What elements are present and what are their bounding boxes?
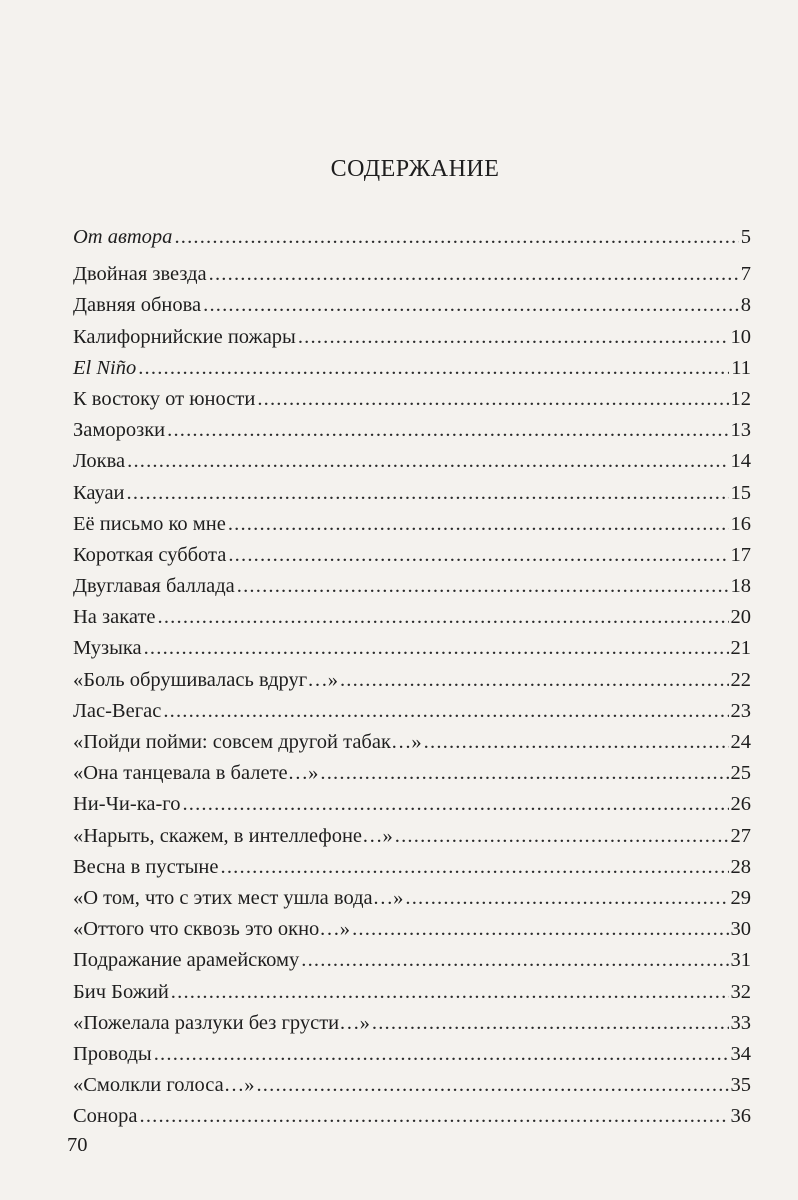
toc-entry-title: Двойная звезда	[73, 263, 207, 286]
dot-leader	[257, 384, 728, 415]
toc-entry-page: 32	[730, 980, 751, 1003]
toc-entry-page: 35	[730, 1074, 751, 1097]
toc-entry-page: 18	[730, 575, 751, 598]
dot-leader	[320, 758, 728, 789]
toc-entry-title: Её письмо ко мне	[73, 512, 226, 535]
toc-entry-page: 29	[730, 886, 751, 909]
toc-entry	[73, 415, 751, 446]
dot-leader	[144, 633, 729, 664]
toc-entry	[73, 633, 751, 664]
toc-entry-page: 8	[740, 294, 751, 317]
toc-entry-title: «О том, что с этих мест ушла вода…»	[73, 886, 404, 909]
dot-leader	[395, 821, 729, 852]
toc-entry	[73, 665, 751, 696]
toc-entry-title: «Боль обрушивалась вдруг…»	[73, 668, 338, 691]
toc-entry-title: El Niño	[73, 356, 137, 379]
toc-entry-page: 11	[731, 356, 751, 379]
toc-entry-title: Подражание арамейскому	[73, 949, 300, 972]
toc-entry-page: 21	[730, 637, 751, 660]
toc-entry	[73, 696, 751, 727]
toc-entry-page: 25	[730, 762, 751, 785]
toc-entry	[73, 478, 751, 509]
toc-entry	[73, 883, 751, 914]
toc-entry-title: Короткая суббота	[73, 543, 227, 566]
toc-entry-title: Заморозки	[73, 419, 166, 442]
dot-leader	[424, 727, 729, 758]
toc-entry-page: 7	[740, 263, 751, 286]
toc-entry-title: «Смолкли голоса…»	[73, 1074, 255, 1097]
toc-entry-page: 28	[730, 855, 751, 878]
toc-entry-page: 15	[730, 481, 751, 504]
toc-entry-title: «Она танцевала в балете…»	[73, 762, 319, 785]
dot-leader	[127, 478, 729, 509]
table-of-contents	[73, 222, 751, 1132]
toc-entry	[73, 758, 751, 789]
dot-leader	[405, 883, 728, 914]
toc-entry-title: Локва	[73, 450, 126, 473]
toc-entry-page: 23	[730, 699, 751, 722]
toc-entry	[73, 259, 751, 290]
toc-entry-page: 10	[730, 325, 751, 348]
page-title: СОДЕРЖАНИЕ	[330, 156, 500, 182]
dot-leader	[127, 446, 728, 477]
toc-entry-page: 13	[730, 419, 751, 442]
dot-leader	[228, 509, 729, 540]
toc-entry	[73, 602, 751, 633]
toc-entry-title: Проводы	[73, 1042, 152, 1065]
toc-entry-title: На закате	[73, 606, 156, 629]
dot-leader	[140, 1101, 729, 1132]
toc-entry-title: Лас-Вегас	[73, 699, 162, 722]
dot-leader	[256, 1070, 728, 1101]
toc-entry	[73, 509, 751, 540]
toc-entry-title: Музыка	[73, 637, 142, 660]
toc-entry-title: Бич Божий	[73, 980, 169, 1003]
toc-entry-title: Давняя обнова	[73, 294, 202, 317]
dot-leader	[340, 665, 729, 696]
toc-entry-title: «Пойди пойми: совсем другой табак…»	[73, 731, 422, 753]
toc-entry-title: Весна в пустыне	[73, 855, 219, 878]
toc-entry-page: 22	[730, 668, 751, 691]
dot-leader	[174, 222, 738, 253]
toc-entry-title: От автора	[73, 226, 173, 248]
toc-entry-page: 20	[730, 606, 751, 629]
toc-entry	[73, 353, 751, 384]
toc-entry	[73, 446, 751, 477]
toc-entry-page: 27	[730, 824, 751, 847]
toc-entry-title: Кауаи	[73, 481, 125, 504]
toc-entry	[73, 290, 751, 321]
dot-leader	[167, 415, 728, 446]
page-number: 70	[67, 1134, 88, 1156]
toc-entry-page: 16	[730, 512, 751, 535]
toc-entry-page: 34	[730, 1042, 751, 1065]
toc-entry-title: Двуглавая баллада	[73, 575, 235, 598]
toc-entry	[73, 977, 751, 1008]
toc-entry-title: «Нарыть, скажем, в интеллефоне…»	[73, 824, 393, 847]
toc-entry-title: «Оттого что сквозь это окно…»	[73, 918, 351, 941]
toc-entry	[73, 1101, 751, 1132]
toc-entry	[73, 222, 751, 253]
toc-entry-title: Сонора	[73, 1105, 138, 1128]
toc-entry	[73, 540, 751, 571]
toc-entry-page: 14	[730, 450, 751, 473]
toc-entry-page: 17	[730, 543, 751, 566]
dot-leader	[221, 852, 729, 883]
toc-entry	[73, 571, 751, 602]
toc-entry	[73, 852, 751, 883]
dot-leader	[203, 290, 739, 321]
toc-entry	[73, 821, 751, 852]
toc-entry	[73, 1039, 751, 1070]
toc-entry-title: Калифорнийские пожары	[73, 325, 296, 348]
toc-entry-page: 24	[730, 731, 751, 753]
toc-entry	[73, 322, 751, 353]
dot-leader	[158, 602, 729, 633]
toc-entry	[73, 789, 751, 820]
dot-leader	[171, 977, 729, 1008]
dot-leader	[352, 914, 728, 945]
dot-leader	[154, 1039, 729, 1070]
dot-leader	[237, 571, 729, 602]
dot-leader	[228, 540, 728, 571]
dot-leader	[209, 259, 739, 290]
toc-entry-page: 31	[730, 949, 751, 972]
toc-entry-page: 5	[740, 226, 751, 248]
toc-entry	[73, 945, 751, 976]
dot-leader	[298, 322, 729, 353]
toc-entry-page: 33	[730, 1011, 751, 1034]
toc-entry-title: Ни-Чи-ка-го	[73, 793, 181, 816]
dot-leader	[163, 696, 728, 727]
toc-entry-page: 30	[730, 918, 751, 941]
toc-entry-title: «Пожелала разлуки без грусти…»	[73, 1011, 370, 1034]
dot-leader	[182, 789, 728, 820]
toc-entry-page: 26	[730, 793, 751, 816]
toc-entry-page: 36	[730, 1105, 751, 1128]
dot-leader	[138, 353, 729, 384]
toc-entry	[73, 914, 751, 945]
toc-entry	[73, 1070, 751, 1101]
toc-entry	[73, 384, 751, 415]
toc-entry-title: К востоку от юности	[73, 387, 256, 410]
toc-entry	[73, 727, 751, 758]
toc-entry	[73, 1008, 751, 1039]
dot-leader	[372, 1008, 729, 1039]
toc-entry-page: 12	[730, 387, 751, 410]
dot-leader	[301, 945, 728, 976]
